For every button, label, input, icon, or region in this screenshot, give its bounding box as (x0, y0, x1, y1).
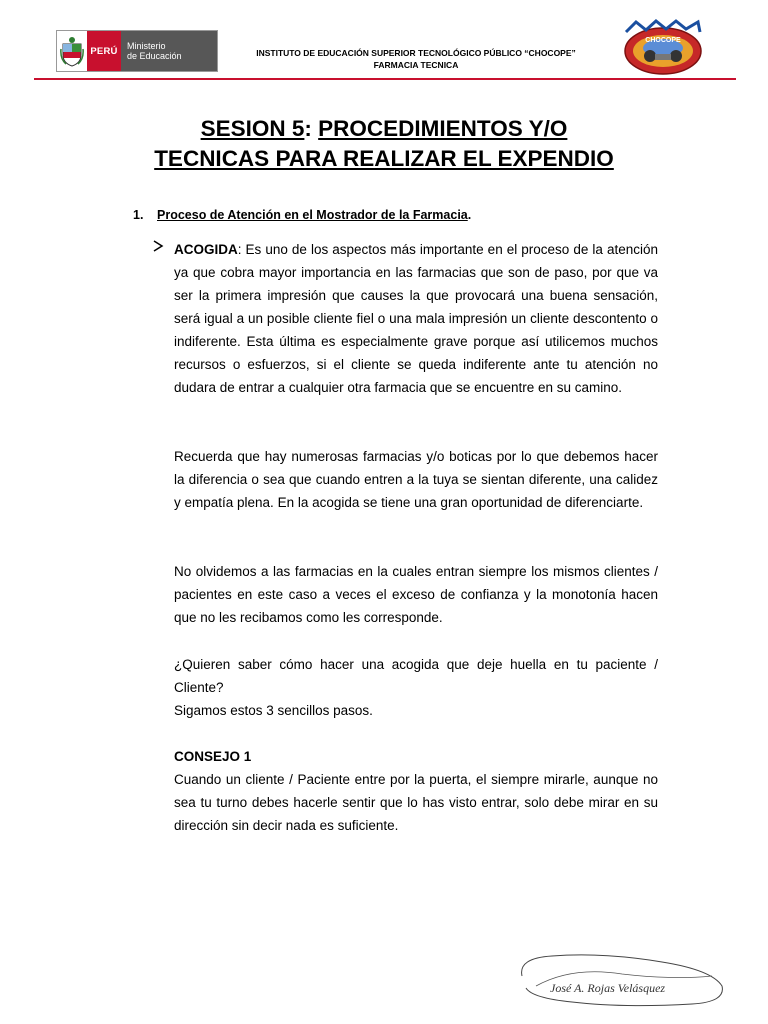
section-heading (133, 208, 471, 222)
paragraph-3: No olvidemos a las farmacias en la cuales entran siempre los mismos clientes / pacientes en este caso a veces el exceso de confianza y la monotonía hacen que no les recibamos como les corresponde. (174, 564, 658, 625)
signature-name: José A. Rojas Velásquez (550, 981, 666, 995)
arrow-bullet-icon (152, 240, 164, 255)
title-separator: : (304, 116, 319, 141)
institute-name: INSTITUTO DE EDUCACIÓN SUPERIOR TECNOLÓGICO PÚBLICO “CHOCOPE” (256, 48, 576, 58)
header-divider (34, 78, 736, 80)
paragraph-2: Recuerda que hay numerosas farmacias y/o boticas por lo que debemos hacer la diferencia o sea que cuando entren a la tuya se sientan diferente, una calidez y empatía plena. En la acogida se tiene una gran oportunidad de diferenciarte. (174, 449, 658, 510)
acogida-text: : Es uno de los aspectos más importante en el proceso de la atención ya que cobra mayor importancia en las farmacias que son de paso, por que va ser la primera impresión que causes la que provocará una buena sensación, será igual a un posible cliente fiel o una mala impresión un cliente descontento o indiferente. Esta última es especialmente grave porque así utilicemos muchos recursos o esfuerzos, si el cliente se queda indiferente ante tu atención no dudara de entrar a cualquier otra farmacia que se encuentre en su camino. (174, 242, 658, 395)
document-header (0, 0, 768, 80)
signature-image (512, 946, 740, 1008)
acogida-label: ACOGIDA (174, 242, 238, 257)
section-number: 1. (133, 208, 144, 222)
program-name: FARMACIA TECNICA (373, 60, 459, 70)
institute-title (216, 47, 616, 71)
question-paragraph: ¿Quieren saber cómo hacer una acogida que deje huella en tu paciente / Cliente? (174, 657, 658, 695)
section-heading-period: . (467, 208, 472, 222)
logo-text: CHOCOPE (645, 37, 681, 44)
ministry-logo (56, 30, 218, 72)
acogida-paragraph (174, 238, 658, 399)
title-line-1-rest: PROCEDIMIENTOS Y/O (318, 116, 568, 141)
peru-label: PERÚ (87, 31, 121, 71)
title-line-2-text: TECNICAS PARA REALIZAR EL EXPENDIO (154, 146, 614, 171)
title-line-1 (100, 114, 668, 144)
consejo-text: Cuando un cliente / Paciente entre por la puerta, el siempre mirarle, aunque no sea tu turno debes hacerle sentir que lo has visto entrar, solo debe mirar en su dirección sin decir nada es suficiente. (174, 772, 658, 833)
session-title (100, 114, 668, 174)
coat-of-arms-icon (57, 31, 87, 71)
institute-logo-icon (622, 18, 704, 76)
title-line-2 (100, 144, 668, 174)
consejo-heading: CONSEJO 1 (174, 749, 252, 764)
section-heading-text: Proceso de Atención en el Mostrador de la Farmacia (157, 208, 468, 222)
title-session-number: SESION 5 (200, 116, 305, 141)
ministry-name (121, 31, 217, 71)
ministry-line-2: de Educación (127, 51, 182, 61)
steps-line: Sigamos estos 3 sencillos pasos. (174, 703, 373, 718)
ministry-line-1: Ministerio (127, 41, 166, 51)
